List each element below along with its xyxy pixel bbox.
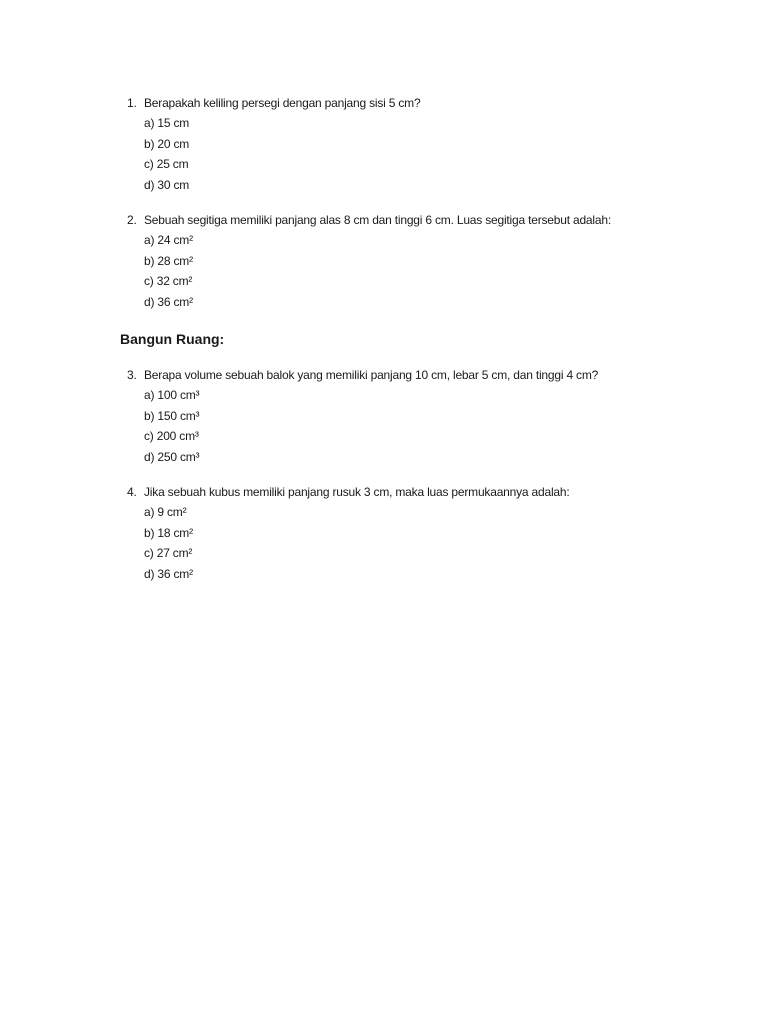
question-number: 4. (127, 485, 137, 499)
option-list (144, 116, 727, 192)
option-b: b) 28 cm² (144, 253, 193, 268)
question-3-line (127, 368, 727, 382)
option-a: a) 24 cm² (144, 233, 193, 247)
question-text: Berapakah keliling persegi dengan panjang sisi 5 cm? (144, 96, 421, 110)
question-2-line (127, 213, 727, 227)
option-d: d) 250 cm³ (144, 449, 200, 464)
option-c: c) 200 cm³ (144, 429, 199, 443)
question-text: Sebuah segitiga memiliki panjang alas 8 cm dan tinggi 6 cm. Luas segitiga tersebut adalah: (144, 213, 611, 227)
option-list (144, 388, 727, 464)
question-number: 2. (127, 213, 137, 227)
question-2 (127, 213, 727, 315)
question-number: 1. (127, 96, 137, 110)
question-text: Jika sebuah kubus memiliki panjang rusuk 3 cm, maka luas permukaannya adalah: (144, 485, 570, 499)
option-d: d) 36 cm² (144, 566, 193, 581)
option-a: a) 9 cm² (144, 505, 187, 519)
option-d: d) 36 cm² (144, 294, 193, 309)
question-number: 3. (127, 368, 137, 382)
option-list (144, 505, 727, 581)
question-1 (127, 96, 727, 198)
option-b: b) 150 cm³ (144, 408, 200, 423)
option-c: c) 27 cm² (144, 546, 193, 560)
option-list (144, 233, 727, 309)
question-4-line (127, 485, 727, 499)
option-b: b) 20 cm (144, 136, 190, 151)
option-b: b) 18 cm² (144, 525, 193, 540)
question-4 (127, 485, 727, 587)
option-d: d) 30 cm (144, 177, 190, 192)
option-a: a) 100 cm³ (144, 388, 200, 402)
question-1-line (127, 96, 727, 110)
option-a: a) 15 cm (144, 116, 190, 130)
option-c: c) 32 cm² (144, 274, 193, 288)
section-heading: Bangun Ruang: (120, 331, 225, 347)
question-text: Berapa volume sebuah balok yang memiliki panjang 10 cm, lebar 5 cm, dan tinggi 4 cm? (144, 368, 599, 382)
option-c: c) 25 cm (144, 157, 189, 171)
question-3 (127, 368, 727, 470)
